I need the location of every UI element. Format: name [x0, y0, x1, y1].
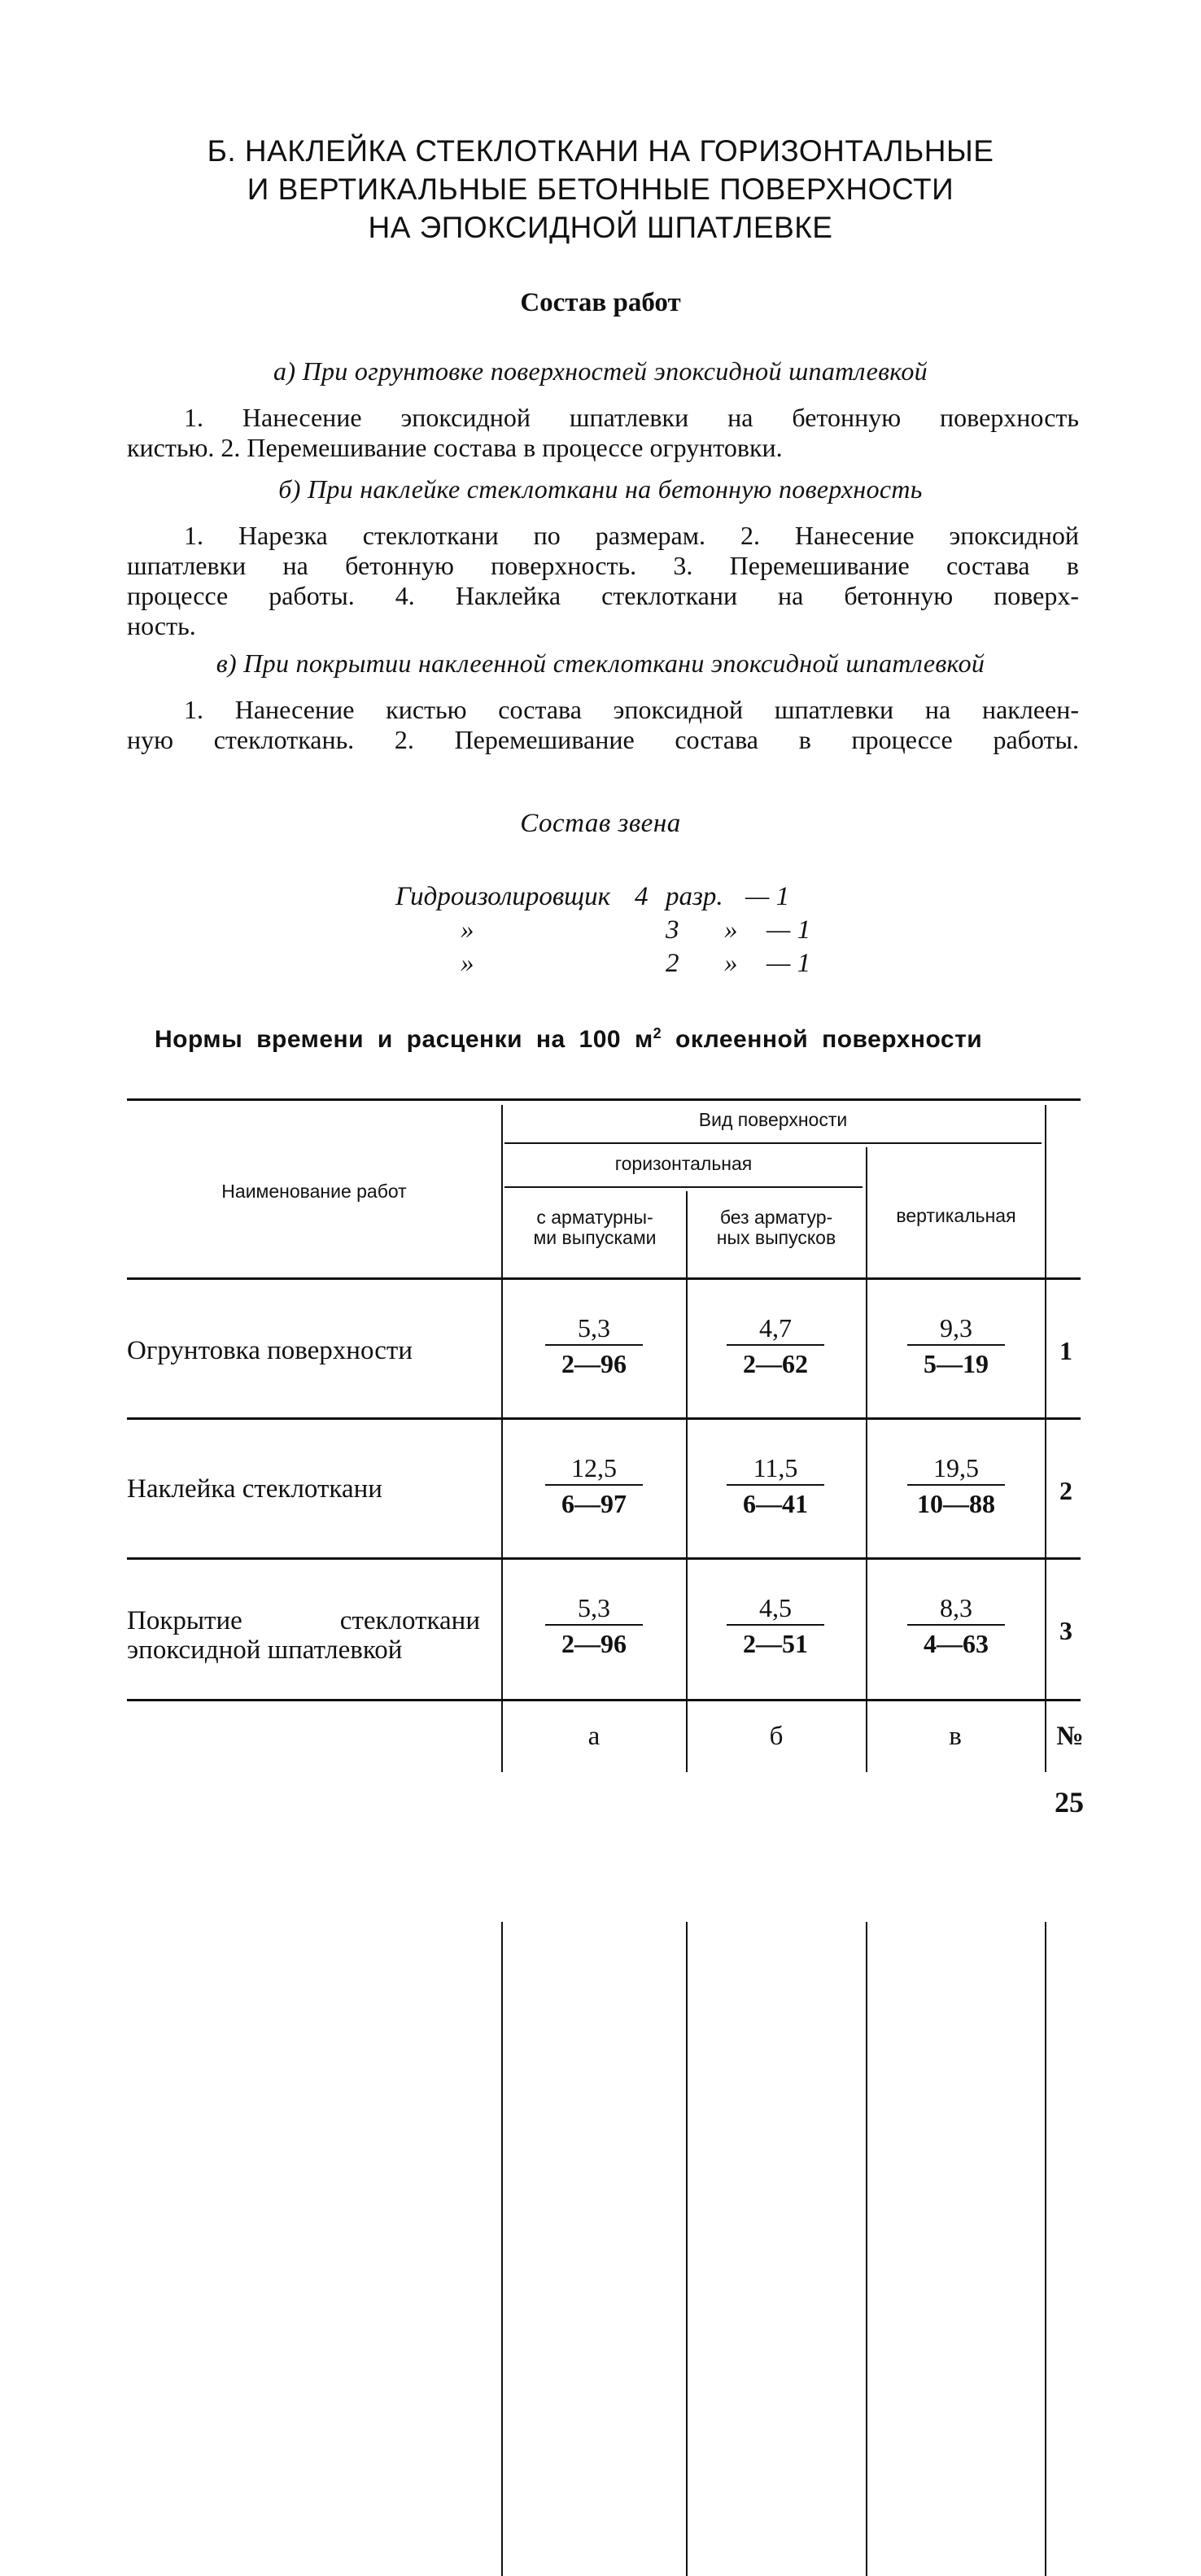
- norm-value-cell: $\frac{5,3}{2—96}$: [545, 1312, 643, 1378]
- row-name: Наклейка стеклоткани: [127, 1474, 382, 1504]
- norm-value-cell: $\frac{4,7}{2—62}$: [727, 1312, 824, 1378]
- row-number: 3: [1059, 1616, 1072, 1645]
- subsection-c-title: в) При покрытии наклеенной стеклоткани эпоксидной шпатлевкой: [216, 648, 985, 678]
- crew-title: Состав звена: [520, 809, 681, 838]
- crew-profession: Гидроизолировщик: [395, 882, 611, 911]
- norm-value-cell: $\frac{5,3}{2—96}$: [545, 1591, 643, 1658]
- crew-grade-unit: разр.: [666, 882, 723, 911]
- crew-profession-ditto: »: [461, 949, 474, 978]
- crew-grade: 2: [666, 949, 679, 978]
- table-mask: [488, 1762, 1058, 1922]
- row-number: 1: [1059, 1336, 1072, 1365]
- column-mark: а: [587, 1722, 600, 1751]
- column-mark: в: [949, 1722, 962, 1751]
- column-rule: [686, 1707, 688, 1772]
- column-rule: [1045, 1707, 1046, 1772]
- norms-table-title: Нормы времени и расценки на 100 $м^2$ оклеенной поверхности: [155, 1025, 983, 1053]
- norm-value-cell: $\frac{9,3}{5—19}$: [907, 1312, 1005, 1378]
- header-bottom-rule: [127, 1277, 1081, 1280]
- subsection-b-text: 1. Нарезка стеклоткани по размерам. 2. Нанесение эпоксидной шпатлевки на бетонную поверхность. 3. Перемешивание состава в процессе работы. 4. Наклейка стеклоткани на бетонную поверх- ность.: [127, 521, 1079, 640]
- row-name: Огрунтовка поверхности: [127, 1336, 413, 1365]
- page-number: 25: [1055, 1786, 1084, 1818]
- crew-grade-unit-ditto: »: [724, 915, 738, 945]
- norm-value-cell: $\frac{11,5}{6—41}$: [727, 1452, 824, 1518]
- norm-value-cell: $\frac{8,3}{4—63}$: [907, 1591, 1005, 1658]
- norm-value-cell: $\frac{19,5}{10—88}$: [907, 1452, 1005, 1518]
- header-vertical: вертикальная: [896, 1205, 1016, 1226]
- column-rule: [866, 1707, 867, 1772]
- header-horizontal: горизонтальная: [614, 1153, 753, 1174]
- column-mark: б: [769, 1722, 784, 1751]
- subsection-a-text: 1. Нанесение эпоксидной шпатлевки на бетонную поверхность кистью. 2. Перемешивание состава в процессе огрунтовки.: [127, 403, 1079, 462]
- row-number: 2: [1059, 1476, 1072, 1505]
- section-heading: Б. НАКЛЕЙКА СТЕКЛОТКАНИ НА ГОРИЗОНТАЛЬНЫЕ И ВЕРТИКАЛЬНЫЕ БЕТОННЫЕ ПОВЕРХНОСТИ НА ЭПОКСИДНОЙ ШПАТЛЕВКЕ: [207, 134, 994, 244]
- crew-grade-unit-ditto: »: [724, 949, 738, 978]
- header-with-rebar: с арматурны- ми выпусками: [533, 1207, 657, 1248]
- norm-value-cell: $\frac{4,5}{2—51}$: [727, 1591, 824, 1658]
- header-rule: [504, 1186, 863, 1188]
- subsection-a-title: а) При огрунтовке поверхностей эпоксидной шпатлевкой: [273, 356, 928, 386]
- header-rule: [504, 1142, 1042, 1144]
- header-surface-type: Вид поверхности: [698, 1109, 848, 1130]
- table-bottom-rule: [127, 1699, 1081, 1701]
- row-rule: [127, 1417, 1081, 1420]
- crew-profession-ditto: »: [461, 915, 474, 945]
- row-name: Покрытие стеклоткани эпоксидной шпатлевкой: [127, 1606, 480, 1665]
- subsection-b-title: б) При наклейке стеклоткани на бетонную поверхность: [278, 474, 923, 504]
- row-rule: [127, 1557, 1081, 1560]
- crew-count: — 1: [745, 882, 790, 911]
- subsection-c-text: 1. Нанесение кистью состава эпоксидной шпатлевки на наклеен- ную стеклоткань. 2. Перемешивание состава в процессе работы.: [127, 695, 1079, 754]
- norm-value-cell: $\frac{12,5}{6—97}$: [545, 1452, 643, 1518]
- crew-grade: 4: [635, 882, 649, 911]
- column-rule: [501, 1707, 503, 1772]
- work-composition-title: Состав работ: [520, 288, 681, 317]
- header-without-rebar: без арматур- ных выпусков: [716, 1207, 836, 1248]
- crew-count: — 1: [766, 915, 811, 945]
- crew-grade: 3: [666, 915, 679, 945]
- column-mark-number: №: [1056, 1722, 1084, 1751]
- header-name-of-works: Наименование работ: [221, 1181, 407, 1202]
- table-top-rule: [127, 1098, 1081, 1101]
- crew-count: — 1: [766, 949, 811, 978]
